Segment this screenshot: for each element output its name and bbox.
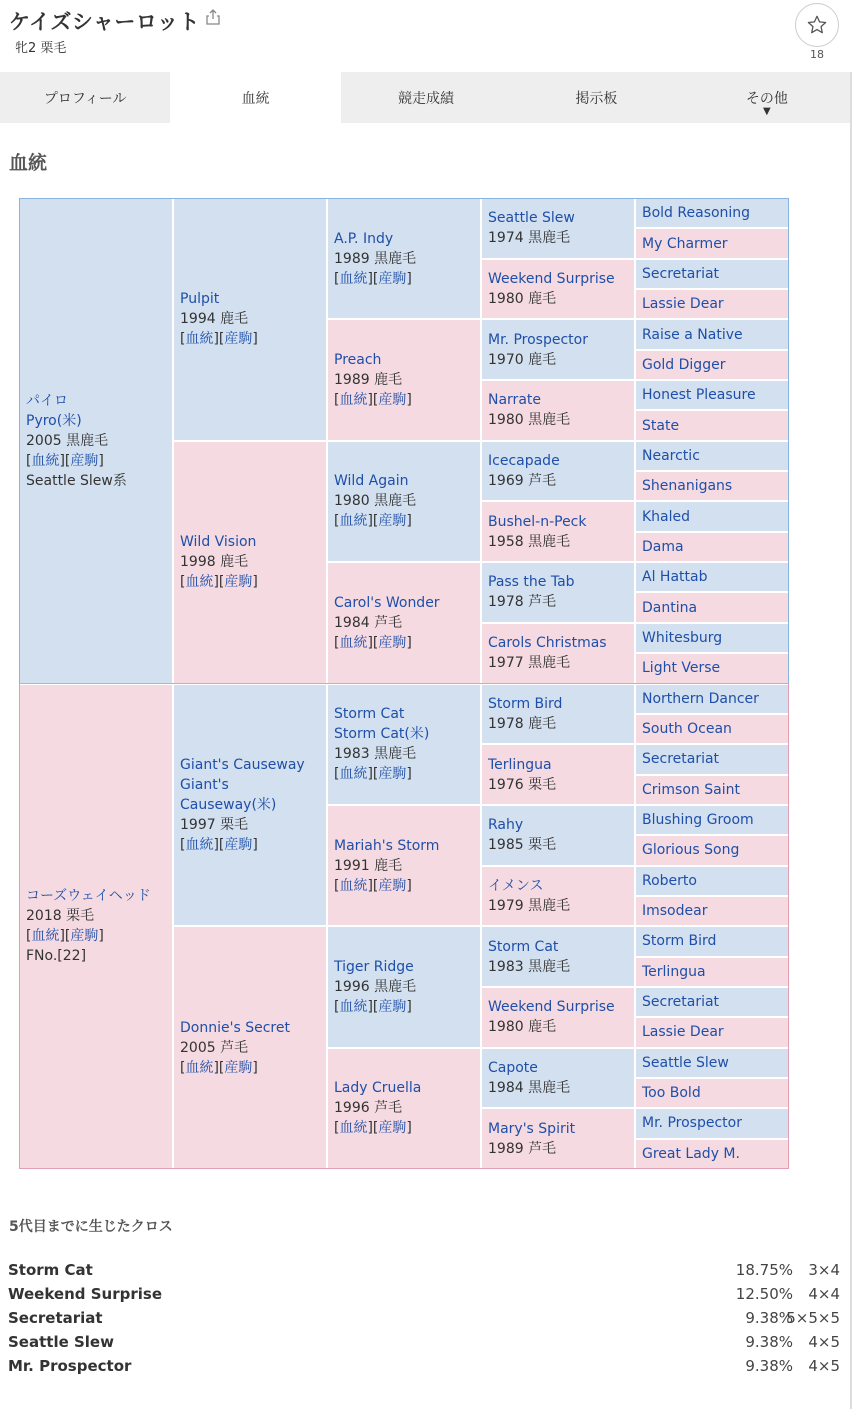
horse-info: 1983 黒鹿毛 [488,958,571,975]
cross-ratio: 3×4 [808,1261,840,1279]
horse-name-link[interactable]: Bushel-n-Peck [488,513,587,530]
horse-info: 1969 芦毛 [488,473,557,490]
horse-name-origin-link[interactable]: Pyro(米) [26,412,82,429]
pedigree-link[interactable]: 血統 [339,513,368,530]
pedigree-cell [481,319,635,380]
horse-info: 1977 黒鹿毛 [488,655,571,672]
horse-name-link[interactable]: A.P. Indy [334,230,394,247]
pedigree-cell [481,1108,635,1169]
horse-info: 1989 黒鹿毛 [334,250,417,267]
horse-name-link[interactable]: Icecapade [488,453,560,470]
horse-name [488,1058,634,1078]
horse-name-link[interactable]: Carols Christmas [488,635,607,652]
horse-name-link[interactable]: Terlingua [488,756,552,773]
horse-header [0,0,852,72]
pedigree-link[interactable]: 血統 [185,574,214,591]
horse-name [180,755,326,775]
tab-bulletin-board[interactable]: 掲示板 [575,90,618,107]
produce-link[interactable]: 産駒 [224,1059,253,1076]
horse-name-origin-link[interactable]: Storm Cat(米) [334,726,430,743]
horse-name [180,289,326,309]
pedigree-cell [19,198,173,684]
horse-name [488,208,634,228]
pedigree-cell [327,562,481,683]
horse-name-link[interactable]: Imsodear [642,903,708,920]
horse-info: 1996 芦毛 [334,1100,403,1117]
horse-name [334,593,480,613]
pedigree-cell [635,1017,789,1047]
tab-more-label: その他 [745,90,788,107]
horse-name [488,451,634,471]
favorite-count: 18 [810,48,824,61]
pedigree-link[interactable]: 血統 [339,998,368,1015]
pedigree-cell [635,744,789,774]
cross-percent: 9.38% [745,1333,793,1351]
horse-name-link[interactable]: Nearctic [642,447,700,464]
horse-name-link[interactable]: Storm Cat [334,706,405,723]
horse-name [334,350,480,370]
pedigree-link[interactable]: 血統 [31,452,60,469]
pedigree-cell [327,1048,481,1169]
pedigree-cell [635,562,789,592]
pedigree-cell [635,319,789,349]
horse-name [488,512,634,532]
pedigree-cell [635,684,789,714]
produce-link[interactable]: 産駒 [378,392,407,409]
horse-info: 1958 黒鹿毛 [488,533,571,550]
horse-name [488,937,634,957]
tab-profile[interactable]: プロフィール [43,90,127,107]
horse-name [334,957,480,977]
horse-name-link[interactable]: イメンス [488,877,544,894]
pedigree-cell [173,684,327,927]
horse-name-origin [26,411,172,431]
pedigree-cell [635,259,789,289]
pedigree-link[interactable]: 血統 [339,766,368,783]
tab-pedigree[interactable]: 血統 [170,72,340,123]
horse-name-link[interactable]: Storm Bird [488,695,563,712]
pedigree-cell [635,987,789,1017]
horse-name [26,391,172,411]
pedigree-cell [635,653,789,683]
pedigree-cell [635,1078,789,1108]
horse-info: 1989 芦毛 [488,1140,557,1157]
horse-name-link[interactable]: Storm Cat [488,938,559,955]
chevron-down-icon: ▼ [762,106,771,117]
horse-info: 1979 黒鹿毛 [488,897,571,914]
cross-row [8,1285,840,1309]
section-title: 血統 [9,152,48,174]
horse-name-link[interactable]: Weekend Surprise [488,271,615,288]
horse-name-link[interactable]: State [642,417,680,434]
pedigree-cell [635,410,789,440]
pedigree-cell [481,684,635,745]
horse-info: 2005 黒鹿毛 [26,432,109,449]
horse-info: 1980 鹿毛 [488,291,557,308]
cross-horse-name: Storm Cat [8,1261,93,1279]
produce-link[interactable]: 産駒 [378,877,407,894]
horse-name-link[interactable]: Light Verse [642,660,721,677]
pedigree-link[interactable]: 血統 [339,634,368,651]
pedigree-cell [635,441,789,471]
pedigree-cell [327,684,481,805]
pedigree-cell [481,744,635,805]
pedigree-links: [血統][産駒] [334,998,412,1015]
pedigree-links: [血統][産駒] [334,634,412,651]
horse-name-link[interactable]: South Ocean [642,721,732,738]
pedigree-cell [635,380,789,410]
produce-link[interactable]: 産駒 [378,270,407,287]
horse-info: 1989 鹿毛 [334,372,403,389]
horse-info: 1974 黒鹿毛 [488,230,571,247]
horse-subtitle: 牝2 栗毛 [15,41,67,56]
horse-name-link[interactable]: Roberto [642,872,697,889]
pedigree-cell [635,896,789,926]
horse-info: 1970 鹿毛 [488,351,557,368]
horse-info: 2005 芦毛 [180,1039,249,1056]
pedigree-link[interactable]: 血統 [31,928,60,945]
horse-info: 1984 黒鹿毛 [488,1079,571,1096]
horse-name [180,1018,326,1038]
horse-info: 1998 鹿毛 [180,554,249,571]
pedigree-links: [血統][産駒] [180,1059,258,1076]
pedigree-cell [481,501,635,562]
cross-row [8,1333,840,1357]
horse-info: 1980 黒鹿毛 [488,412,571,429]
pedigree-link[interactable]: 血統 [185,331,214,348]
cross-row [8,1357,840,1381]
horse-name-link[interactable]: Secretariat [642,265,720,282]
pedigree-cell [481,805,635,866]
pedigree-cell [635,835,789,865]
favorite-button[interactable] [795,3,839,47]
horse-line: FNo.[22] [26,948,87,965]
star-icon [806,14,828,36]
horse-name-link[interactable]: Shenanigans [642,478,733,495]
horse-name [334,229,480,249]
cross-ratio: 4×4 [808,1285,840,1303]
pedigree-cell [635,1048,789,1078]
horse-name: ケイズシャーロット [9,10,200,34]
pedigree-cell [19,684,173,1170]
horse-info: 1978 芦毛 [488,594,557,611]
horse-name-link[interactable]: Honest Pleasure [642,387,756,404]
cross-percent: 12.50% [735,1285,793,1303]
pedigree-links: [血統][産駒] [334,392,412,409]
horse-name-link[interactable]: Northern Dancer [642,690,759,707]
horse-name-link[interactable]: Dama [642,538,684,555]
horse-info: 1985 栗毛 [488,837,557,854]
cross-horse-name: Mr. Prospector [8,1357,132,1375]
horse-name-origin-link[interactable]: Giant's Causeway(米) [180,776,277,813]
horse-name-link[interactable]: Blushing Groom [642,812,754,829]
horse-name-link[interactable]: Seattle Slew [488,210,575,227]
pedigree-cell [635,1108,789,1138]
horse-name-link[interactable]: Great Lady M. [642,1145,740,1162]
tab-race-results[interactable]: 競走成績 [398,90,455,107]
pedigree-cell [173,198,327,441]
pedigree-cell [635,957,789,987]
horse-name-link[interactable]: Lady Cruella [334,1080,422,1097]
horse-name [488,997,634,1017]
tab-bar [0,72,852,123]
horse-name-link[interactable]: Secretariat [642,994,720,1011]
pedigree-links: [血統][産駒] [334,513,412,530]
cross-row [8,1261,840,1285]
horse-name-link[interactable]: Mariah's Storm [334,837,440,854]
horse-name-link[interactable]: Mary's Spirit [488,1120,576,1137]
pedigree-links: [血統][産駒] [180,331,258,348]
produce-link[interactable]: 産駒 [70,928,99,945]
horse-info: 1983 黒鹿毛 [334,746,417,763]
horse-name-link[interactable]: コーズウェイヘッド [26,888,151,905]
tab-more[interactable] [682,72,852,123]
produce-link[interactable]: 産駒 [224,331,253,348]
pedigree-link[interactable]: 血統 [339,1120,368,1137]
horse-name-link[interactable]: Khaled [642,508,691,525]
horse-info: 1997 栗毛 [180,816,249,833]
horse-info: 1980 鹿毛 [488,1019,557,1036]
pedigree-cell [481,198,635,259]
pedigree-cell [635,623,789,653]
horse-name [488,815,634,835]
horse-name [488,1119,634,1139]
pedigree-links: [血統][産駒] [334,1120,412,1137]
horse-name-link[interactable]: Gold Digger [642,356,726,373]
pedigree-links: [血統][産駒] [26,928,104,945]
pedigree-cell [635,714,789,744]
horse-name [488,572,634,592]
horse-name-link[interactable]: Pulpit [180,291,220,308]
pedigree-link[interactable]: 血統 [339,392,368,409]
cross-ratio: 4×5 [808,1333,840,1351]
horse-name-link[interactable]: My Charmer [642,235,728,252]
produce-link[interactable]: 産駒 [70,452,99,469]
pedigree-cell [635,1139,789,1169]
horse-name-link[interactable]: Lassie Dear [642,296,724,313]
pedigree-cell [635,805,789,835]
horse-info: 1994 鹿毛 [180,311,249,328]
horse-name-link[interactable]: Mr. Prospector [642,1115,742,1132]
horse-name-link[interactable]: Too Bold [642,1085,701,1102]
horse-name [334,836,480,856]
horse-name-link[interactable]: Preach [334,352,382,369]
horse-name [488,755,634,775]
produce-link[interactable]: 産駒 [378,766,407,783]
horse-name-link[interactable]: Lassie Dear [642,1024,724,1041]
horse-name-link[interactable]: Secretariat [642,751,720,768]
pedigree-cell [481,259,635,320]
pedigree-cell [635,198,789,228]
pedigree-cell [327,198,481,319]
pedigree-cell [327,441,481,562]
horse-name-link[interactable]: Terlingua [642,963,706,980]
pedigree-cell [635,592,789,622]
pedigree-cell [481,380,635,441]
cross-ratio: 4×5 [808,1357,840,1375]
horse-name-link[interactable]: Storm Bird [642,933,717,950]
horse-name-link[interactable]: Wild Vision [180,534,257,551]
produce-link[interactable]: 産駒 [378,998,407,1015]
pedigree-links: [血統][産駒] [180,574,258,591]
share-icon[interactable] [206,9,220,25]
pedigree-cell [635,532,789,562]
cross-percent: 18.75% [735,1261,793,1279]
pedigree-cell [327,319,481,440]
horse-name [488,694,634,714]
horse-name-link[interactable]: Capote [488,1059,538,1076]
horse-name-link[interactable]: Rahy [488,817,524,834]
horse-name-link[interactable]: Carol's Wonder [334,594,440,611]
pedigree-cell [481,866,635,927]
horse-info: 2018 栗毛 [26,908,95,925]
pedigree-cell [635,350,789,380]
pedigree-link[interactable]: 血統 [185,1059,214,1076]
pedigree-table [19,198,789,1169]
cross-horse-name: Weekend Surprise [8,1285,162,1303]
pedigree-cell [635,866,789,896]
horse-name-link[interactable]: Al Hattab [642,569,708,586]
horse-name-link[interactable]: Tiger Ridge [334,958,414,975]
horse-name-origin [180,775,326,815]
pedigree-cell [635,471,789,501]
pedigree-links: [血統][産駒] [334,270,412,287]
pedigree-links: [血統][産駒] [26,452,104,469]
pedigree-cell [173,441,327,684]
horse-line: Seattle Slew系 [26,472,127,489]
pedigree-cell [635,775,789,805]
pedigree-cell [173,926,327,1169]
produce-link[interactable]: 産駒 [378,634,407,651]
horse-info: 1976 栗毛 [488,776,557,793]
horse-name-link[interactable]: Giant's Causeway [180,756,305,773]
horse-name-link[interactable]: パイロ [26,392,68,409]
pedigree-cell [635,926,789,956]
cross-ratio: 5×5×5 [786,1309,840,1327]
horse-name-link[interactable]: Crimson Saint [642,781,740,798]
pedigree-cell [481,562,635,623]
pedigree-cell [635,289,789,319]
cross-horse-name: Seattle Slew [8,1333,114,1351]
horse-name-link[interactable]: Seattle Slew [642,1054,729,1071]
cross-percent: 9.38% [745,1309,793,1327]
horse-name-link[interactable]: Bold Reasoning [642,205,751,222]
pedigree-cell [327,926,481,1047]
horse-name-link[interactable]: Mr. Prospector [488,331,588,348]
horse-name-link[interactable]: Weekend Surprise [488,999,615,1016]
pedigree-cell [635,228,789,258]
horse-name-origin [334,724,480,744]
pedigree-cell [481,987,635,1048]
horse-name [180,532,326,552]
pedigree-cell [481,926,635,987]
produce-link[interactable]: 産駒 [378,1120,407,1137]
horse-name [488,633,634,653]
pedigree-link[interactable]: 血統 [185,836,214,853]
horse-info: 1996 黒鹿毛 [334,978,417,995]
pedigree-cell [481,623,635,684]
horse-name [26,886,172,906]
cross-percent: 9.38% [745,1357,793,1375]
horse-info: 1984 芦毛 [334,614,403,631]
pedigree-cell [327,805,481,926]
horse-name [334,704,480,724]
pedigree-cell [635,501,789,531]
pedigree-links: [血統][産駒] [334,766,412,783]
horse-name [334,471,480,491]
horse-info: 1991 鹿毛 [334,857,403,874]
cross-row [8,1309,840,1333]
horse-name-link[interactable]: Narrate [488,392,541,409]
pedigree-link[interactable]: 血統 [339,270,368,287]
horse-info: 1978 鹿毛 [488,715,557,732]
horse-name [488,330,634,350]
horse-name [488,390,634,410]
produce-link[interactable]: 産駒 [224,836,253,853]
horse-info: 1980 黒鹿毛 [334,493,417,510]
cross-horse-name: Secretariat [8,1309,103,1327]
horse-name-link[interactable]: Wild Again [334,473,409,490]
pedigree-links: [血統][産駒] [334,877,412,894]
pedigree-links: [血統][産駒] [180,836,258,853]
produce-link[interactable]: 産駒 [224,574,253,591]
cross-title: 5代目までに生じたクロス [9,1219,173,1235]
pedigree-cell [481,1048,635,1109]
horse-name-link[interactable]: Dantina [642,599,698,616]
horse-name-link[interactable]: Glorious Song [642,842,740,859]
horse-name-link[interactable]: Pass the Tab [488,574,575,591]
pedigree-cell [481,441,635,502]
horse-name-link[interactable]: Whitesburg [642,629,723,646]
horse-name [488,269,634,289]
horse-name-link[interactable]: Donnie's Secret [180,1019,290,1036]
horse-name-link[interactable]: Raise a Native [642,326,743,343]
horse-name [488,876,634,896]
produce-link[interactable]: 産駒 [378,513,407,530]
horse-name [334,1078,480,1098]
pedigree-link[interactable]: 血統 [339,877,368,894]
